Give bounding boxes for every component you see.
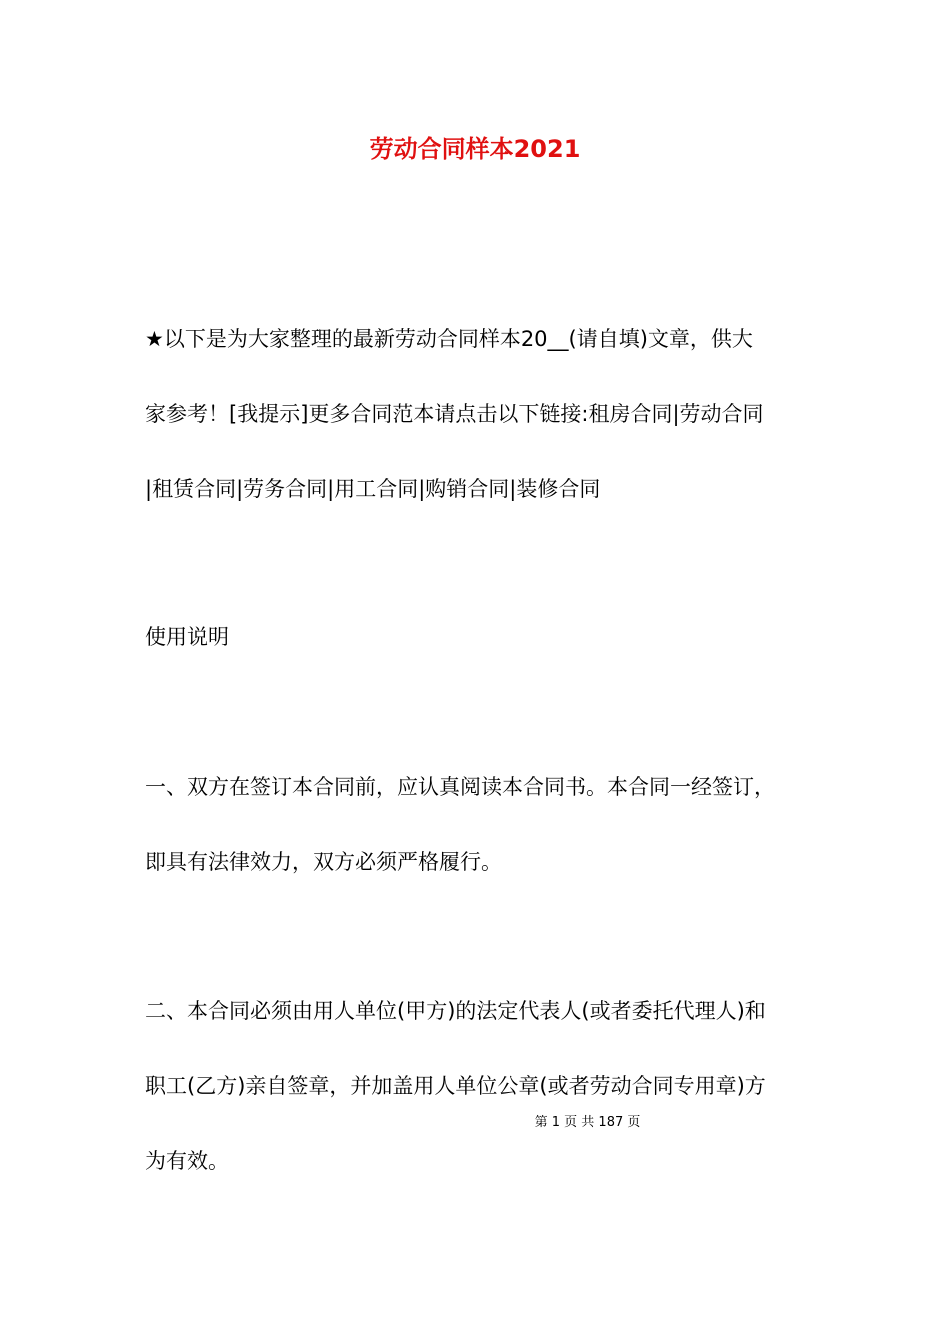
item-two-line-1: 二、本合同必须由用人单位(甲方)的法定代表人(或者委托代理人)和 bbox=[145, 999, 766, 1023]
intro-line-2: 家参考！[我提示]更多合同范本请点击以下链接:租房合同|劳动合同 bbox=[145, 402, 764, 426]
page-footer: 第 1 页 共 187 页 bbox=[534, 1115, 641, 1130]
item-two-line-2: 职工(乙方)亲自签章，并加盖用人单位公章(或者劳动合同专用章)方 bbox=[145, 1074, 766, 1098]
intro-line-1: ★以下是为大家整理的最新劳动合同样本20__(请自填)文章，供大 bbox=[145, 327, 753, 351]
item-one-line-1: 一、双方在签订本合同前，应认真阅读本合同书。本合同一经签订， bbox=[145, 775, 775, 799]
document-title: 劳动合同样本2021 bbox=[369, 135, 581, 163]
intro-line-3: |租赁合同|劳务合同|用工合同|购销合同|装修合同 bbox=[145, 477, 601, 501]
item-two-line-3: 为有效。 bbox=[145, 1149, 229, 1173]
item-one-line-2: 即具有法律效力，双方必须严格履行。 bbox=[145, 850, 502, 874]
usage-heading: 使用说明 bbox=[145, 625, 229, 649]
